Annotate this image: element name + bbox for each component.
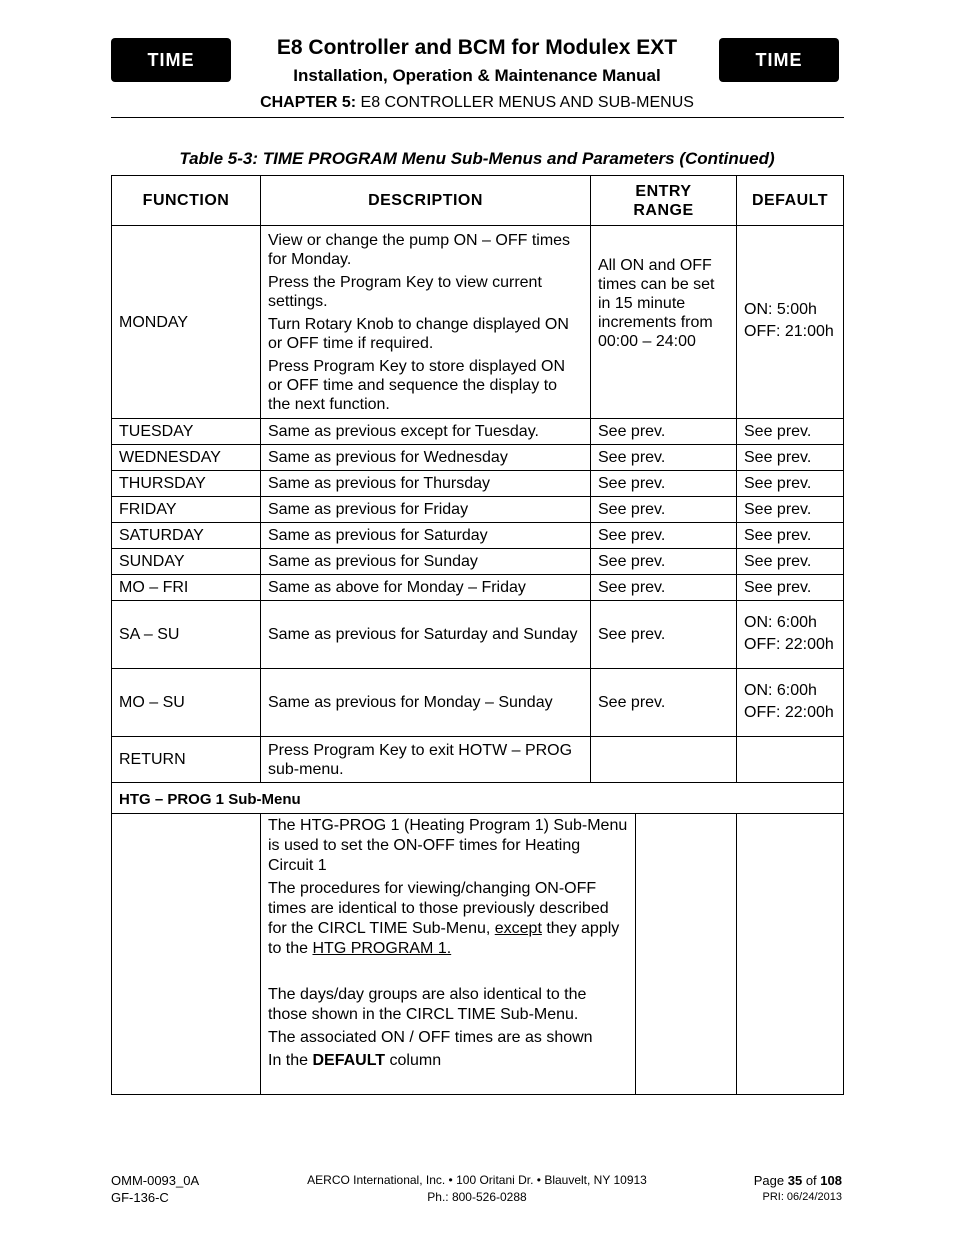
table-row bbox=[112, 523, 844, 549]
htg-prog-table bbox=[111, 813, 844, 1095]
chapter-text: E8 CONTROLLER MENUS AND SUB-MENUS bbox=[356, 94, 694, 111]
default-off: OFF: 22:00h bbox=[744, 703, 834, 721]
function-cell: MO – SU bbox=[112, 669, 261, 737]
table-row-mo-su bbox=[112, 669, 844, 737]
default-cell: See prev. bbox=[737, 419, 844, 445]
function-cell: RETURN bbox=[112, 737, 261, 783]
default-on: ON: 6:00h bbox=[744, 613, 817, 631]
description-cell: Same as previous for Friday bbox=[261, 497, 591, 523]
default-cell: See prev. bbox=[737, 471, 844, 497]
htg-default-bold: DEFAULT bbox=[312, 1052, 386, 1069]
document-title: E8 Controller and BCM for Modulex EXT bbox=[276, 36, 678, 59]
range-cell bbox=[591, 737, 737, 783]
default-cell: See prev. bbox=[737, 549, 844, 575]
company-phone: Ph.: 800-526-0288 bbox=[427, 1190, 527, 1204]
time-program-table bbox=[111, 175, 844, 814]
range-cell: See prev. bbox=[591, 523, 737, 549]
htg-text: column bbox=[385, 1052, 442, 1069]
header-description: DESCRIPTION bbox=[261, 176, 591, 226]
htg-program-text: HTG PROGRAM 1. bbox=[312, 940, 452, 957]
htg-description-cell bbox=[261, 814, 636, 1095]
default-cell bbox=[737, 737, 844, 783]
chapter-line bbox=[0, 94, 954, 112]
function-cell: TUESDAY bbox=[112, 419, 261, 445]
table-row bbox=[112, 445, 844, 471]
time-badge-left: TIME bbox=[111, 38, 231, 82]
submenu-title-row bbox=[112, 783, 844, 814]
company-address: AERCO International, Inc. • 100 Oritani Dr. • Blauvelt, NY 10913 bbox=[307, 1173, 647, 1187]
htg-paragraph: The associated ON / OFF times are as shown bbox=[268, 1029, 593, 1046]
htg-row bbox=[112, 814, 844, 1095]
default-cell bbox=[737, 601, 844, 669]
range-cell bbox=[636, 814, 737, 1095]
table-row bbox=[112, 419, 844, 445]
default-cell bbox=[737, 226, 844, 419]
htg-paragraph bbox=[268, 1051, 628, 1071]
table-header-row bbox=[112, 176, 844, 226]
submenu-title: HTG – PROG 1 Sub-Menu bbox=[112, 783, 844, 814]
default-cell: See prev. bbox=[737, 575, 844, 601]
default-cell bbox=[737, 814, 844, 1095]
htg-paragraph bbox=[268, 879, 628, 959]
table-row bbox=[112, 471, 844, 497]
default-cell bbox=[737, 669, 844, 737]
desc-line: Press Program Key to store displayed ON or OFF time and sequence the display to the next function. bbox=[268, 357, 566, 413]
header-default: DEFAULT bbox=[737, 176, 844, 226]
header-function: FUNCTION bbox=[112, 176, 261, 226]
range-cell: See prev. bbox=[591, 497, 737, 523]
default-cell: See prev. bbox=[737, 523, 844, 549]
description-cell: Same as previous for Saturday and Sunday bbox=[261, 601, 591, 669]
default-cell: See prev. bbox=[737, 445, 844, 471]
description-cell: Same as previous except for Tuesday. bbox=[261, 419, 591, 445]
description-cell: Same as previous for Thursday bbox=[261, 471, 591, 497]
range-cell: See prev. bbox=[591, 669, 737, 737]
page-prefix: Page bbox=[753, 1173, 788, 1188]
page-of: of bbox=[802, 1173, 821, 1188]
page-number: 35 bbox=[787, 1173, 803, 1188]
table-row bbox=[112, 549, 844, 575]
range-cell: See prev. bbox=[591, 419, 737, 445]
document-subtitle: Installation, Operation & Maintenance Manual bbox=[293, 66, 661, 85]
htg-paragraph: The HTG-PROG 1 (Heating Program 1) Sub-Menu is used to set the ON-OFF times for Heating Circuit 1 bbox=[268, 817, 628, 874]
footer-right bbox=[754, 1172, 842, 1206]
function-cell: SA – SU bbox=[112, 601, 261, 669]
description-cell: Same as previous for Monday – Sunday bbox=[261, 669, 591, 737]
desc-line: View or change the pump ON – OFF times for Monday. bbox=[268, 231, 571, 268]
function-cell: WEDNESDAY bbox=[112, 445, 261, 471]
table-row-monday bbox=[112, 226, 844, 419]
range-cell: See prev. bbox=[591, 471, 737, 497]
default-on: ON: 5:00h bbox=[744, 301, 817, 318]
pri-date: PRI: 06/24/2013 bbox=[762, 1191, 842, 1203]
page-number-line bbox=[754, 1172, 842, 1189]
doc-number: OMM-0093_0A bbox=[111, 1173, 200, 1188]
desc-line: Turn Rotary Knob to change displayed ON or OFF time if required. bbox=[268, 315, 569, 352]
function-cell: THURSDAY bbox=[112, 471, 261, 497]
range-cell: See prev. bbox=[591, 575, 737, 601]
table-row bbox=[112, 575, 844, 601]
htg-except-text: except bbox=[494, 920, 542, 937]
range-cell: See prev. bbox=[591, 549, 737, 575]
chapter-label: CHAPTER 5: bbox=[260, 94, 357, 111]
desc-line: Press the Program Key to view current settings. bbox=[268, 273, 542, 310]
htg-text: In the bbox=[268, 1052, 313, 1069]
htg-paragraph: The days/day groups are also identical to the those shown in the CIRCL TIME Sub-Menu. bbox=[268, 986, 587, 1023]
time-badge-right: TIME bbox=[719, 38, 839, 82]
range-cell: All ON and OFF times can be set in 15 minute increments from 00:00 – 24:00 bbox=[591, 226, 737, 419]
table-row-sa-su bbox=[112, 601, 844, 669]
htg-text: The procedures for viewing/changing ON-OFF times are identical to those previously described for the CIRCL TIME Sub-Menu, bbox=[268, 880, 609, 937]
table-row-return bbox=[112, 737, 844, 783]
description-cell: Same as above for Monday – Friday bbox=[261, 575, 591, 601]
default-on: ON: 6:00h bbox=[744, 681, 817, 699]
default-off: OFF: 22:00h bbox=[744, 635, 834, 653]
table-row bbox=[112, 497, 844, 523]
function-cell: SUNDAY bbox=[112, 549, 261, 575]
range-cell: See prev. bbox=[591, 445, 737, 471]
function-cell bbox=[112, 814, 261, 1095]
description-cell: Same as previous for Saturday bbox=[261, 523, 591, 549]
range-cell: See prev. bbox=[591, 601, 737, 669]
function-cell: MO – FRI bbox=[112, 575, 261, 601]
htg-text: they apply to the bbox=[268, 920, 620, 957]
default-off: OFF: 21:00h bbox=[744, 323, 834, 340]
function-cell: SATURDAY bbox=[112, 523, 261, 549]
description-cell: Same as previous for Wednesday bbox=[261, 445, 591, 471]
header-divider bbox=[111, 117, 844, 118]
page-total: 108 bbox=[820, 1173, 842, 1188]
function-cell: FRIDAY bbox=[112, 497, 261, 523]
header-entry-range: ENTRY RANGE bbox=[591, 176, 737, 226]
function-cell: MONDAY bbox=[112, 226, 261, 419]
table-caption: Table 5-3: TIME PROGRAM Menu Sub-Menus and Parameters (Continued) bbox=[179, 149, 775, 168]
form-number: GF-136-C bbox=[111, 1190, 169, 1205]
description-cell bbox=[261, 226, 591, 419]
default-cell: See prev. bbox=[737, 497, 844, 523]
description-cell: Same as previous for Sunday bbox=[261, 549, 591, 575]
htg-spacer bbox=[268, 962, 628, 982]
description-cell: Press Program Key to exit HOTW – PROG sub-menu. bbox=[261, 737, 591, 783]
